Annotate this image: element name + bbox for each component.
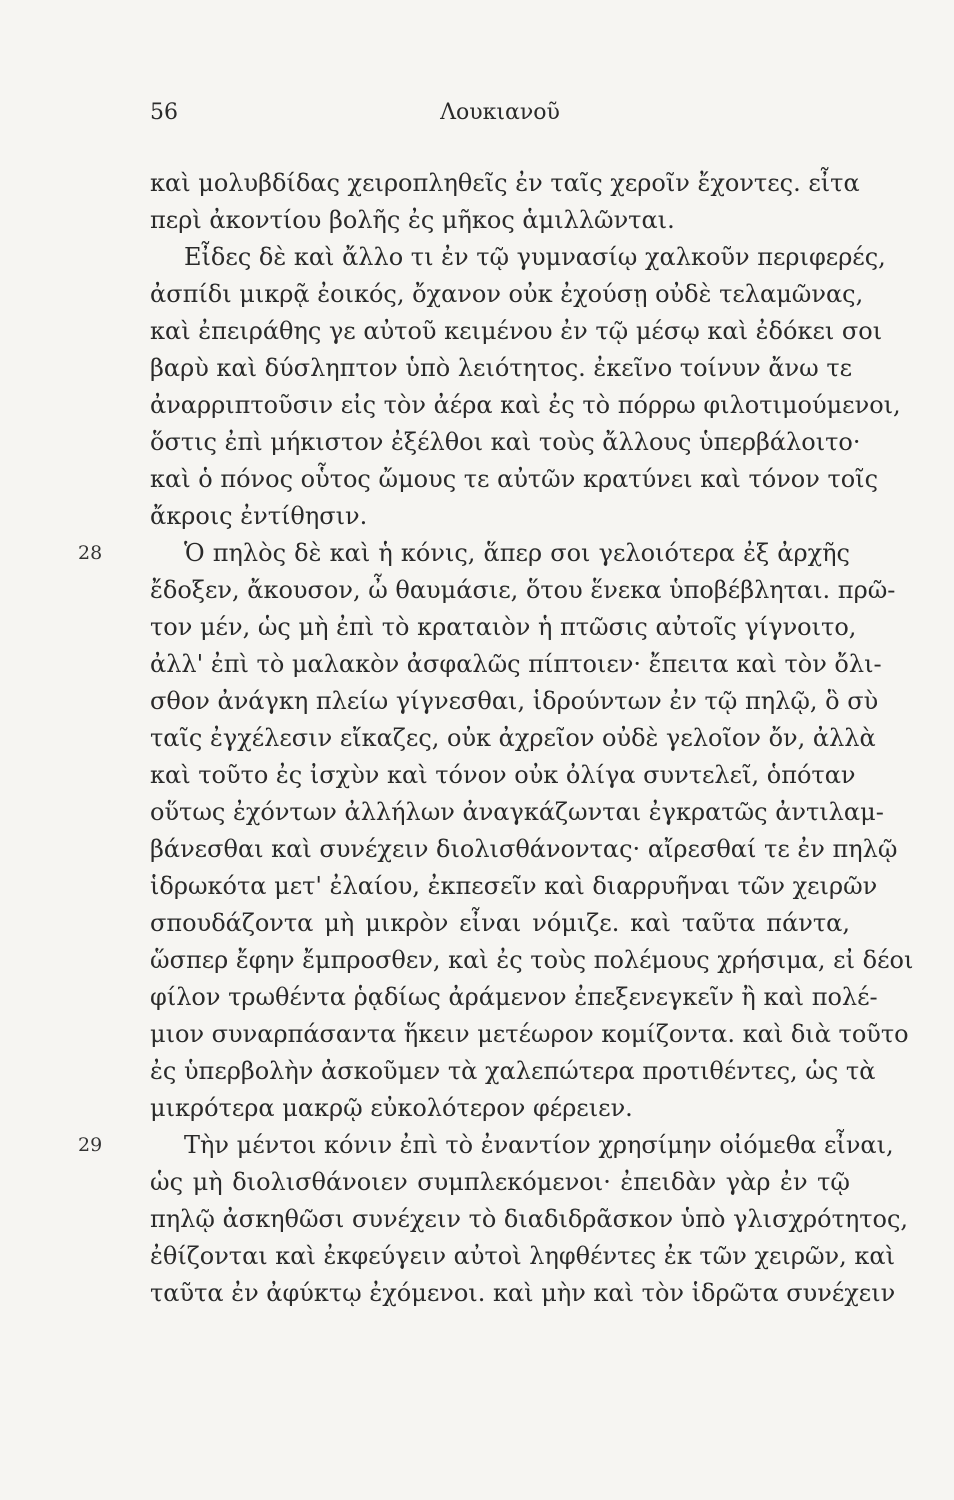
line-text: φίλον τρωθέντα ῥᾳδίως ἀράμενον ἐπεξενεγκεῖν ἢ καὶ πολέ- xyxy=(150,983,878,1011)
text-line xyxy=(150,942,914,979)
text-line xyxy=(150,868,878,905)
line-text: ὡς μὴ διολισθάνοιεν συμπλεκόμενοι· ἐπειδὰν γὰρ ἐν τῷ xyxy=(150,1168,850,1196)
page-header xyxy=(150,100,850,140)
text-line xyxy=(150,424,861,461)
line-text: ἄκροις ἐντίθησιν. xyxy=(150,502,368,530)
text-line xyxy=(150,1016,909,1053)
line-text: Τὴν μέντοι κόνιν ἐπὶ τὸ ἐναντίον χρησίμην οἰόμεθα εἶναι, xyxy=(184,1131,894,1159)
line-text: καὶ τοῦτο ἐς ἰσχὺν καὶ τόνον οὐκ ὀλίγα συντελεῖ, ὁπόταν xyxy=(150,761,856,789)
text-line xyxy=(78,1127,894,1164)
line-text: καὶ μολυβδίδας χειροπληθεῖς ἐν ταῖς χεροῖν ἔχοντες. εἶτα xyxy=(150,169,860,197)
line-text: ἀναρριπτοῦσιν εἰς τὸν ἀέρα καὶ ἐς τὸ πόρρω φιλοτιμούμενοι, xyxy=(150,391,901,419)
running-title: Λουκιανοῦ xyxy=(440,100,560,125)
line-text: βάνεσθαι καὶ συνέχειν διολισθάνοντας· αἴρεσθαί τε ἐν πηλῷ xyxy=(150,835,898,863)
text-line xyxy=(150,831,898,868)
line-text: τον μέν, ὡς μὴ ἐπὶ τὸ κραταιὸν ἡ πτῶσις αὐτοῖς γίγνοιτο, xyxy=(150,613,857,641)
text-line xyxy=(150,239,886,276)
line-text: ταῖς ἐγχέλεσιν εἴκαζες, οὐκ ἀχρεῖον οὐδὲ γελοῖον ὄν, ἀλλὰ xyxy=(150,724,876,752)
text-line xyxy=(150,979,878,1016)
line-text: ὥσπερ ἔφην ἔμπροσθεν, καὶ ἐς τοὺς πολέμους χρήσιμα, εἰ δέοι xyxy=(150,946,914,974)
line-text: σπουδάζοντα μὴ μικρὸν εἶναι νόμιζε. καὶ ταῦτα πάντα, xyxy=(150,909,850,937)
text-line xyxy=(150,387,901,424)
line-text: ὅστις ἐπὶ μήκιστον ἐξέλθοι καὶ τοὺς ἄλλους ὑπερβάλοιτο· xyxy=(150,428,861,456)
line-text: Ὁ πηλὸς δὲ καὶ ἡ κόνις, ἅπερ σοι γελοιότερα ἐξ ἀρχῆς xyxy=(184,539,850,567)
text-line xyxy=(150,794,884,831)
line-text: ταῦτα ἐν ἀφύκτῳ ἐχόμενοι. καὶ μὴν καὶ τὸν ἱδρῶτα συνέχειν xyxy=(150,1279,896,1307)
text-line xyxy=(150,683,879,720)
line-text: ἐς ὑπερβολὴν ἀσκοῦμεν τὰ χαλεπώτερα προτιθέντες, ὡς τὰ xyxy=(150,1057,876,1085)
text-line xyxy=(150,165,860,202)
line-text: οὕτως ἐχόντων ἀλλήλων ἀναγκάζωνται ἐγκρατῶς ἀντιλαμ- xyxy=(150,798,884,826)
line-text: σθον ἀνάγκη πλείω γίγνεσθαι, ἱδρούντων ἐν τῷ πηλῷ, ὃ σὺ xyxy=(150,687,879,715)
line-text: ἔδοξεν, ἄκουσον, ὦ θαυμάσιε, ὅτου ἕνεκα ὑποβέβληται. πρῶ- xyxy=(150,576,896,604)
line-text: ἱδρωκότα μετ' ἐλαίου, ἐκπεσεῖν καὶ διαρρυῆναι τῶν χειρῶν xyxy=(150,872,878,900)
text-line xyxy=(78,535,850,572)
text-line xyxy=(150,757,856,794)
section-number: 28 xyxy=(78,542,103,564)
text-line xyxy=(150,609,857,646)
line-text: μικρότερα μακρῷ εὐκολότερον φέρειεν. xyxy=(150,1094,633,1122)
text-line xyxy=(150,572,896,609)
line-text: πηλῷ ἀσκηθῶσι συνέχειν τὸ διαδιδρᾶσκον ὑπὸ γλισχρότητος, xyxy=(150,1205,909,1233)
text-line xyxy=(150,646,882,683)
line-text: βαρὺ καὶ δύσληπτον ὑπὸ λειότητος. ἐκεῖνο τοίνυν ἄνω τε xyxy=(150,354,853,382)
section-number: 29 xyxy=(78,1134,103,1156)
text-line xyxy=(150,905,850,942)
line-text: καὶ ὁ πόνος οὗτος ὤμους τε αὐτῶν κρατύνει καὶ τόνον τοῖς xyxy=(150,465,879,493)
text-line xyxy=(150,498,850,535)
line-text: καὶ ἐπειράθης γε αὐτοῦ κειμένου ἐν τῷ μέσῳ καὶ ἐδόκει σοι xyxy=(150,317,883,345)
text-line xyxy=(150,1238,895,1275)
text-line xyxy=(150,350,853,387)
line-text: μιον συναρπάσαντα ἥκειν μετέωρον κομίζοντα. καὶ διὰ τοῦτο xyxy=(150,1020,909,1048)
line-text: ἀσπίδι μικρᾷ ἐοικός, ὄχανον οὐκ ἐχούσῃ οὐδὲ τελαμῶνας, xyxy=(150,280,864,308)
page-number: 56 xyxy=(150,100,178,125)
text-line xyxy=(150,1201,909,1238)
line-text: περὶ ἀκοντίου βολῆς ἐς μῆκος ἁμιλλῶνται. xyxy=(150,206,675,234)
text-line xyxy=(150,1053,876,1090)
line-text: ἐθίζονται καὶ ἐκφεύγειν αὐτοὶ ληφθέντες ἐκ τῶν χειρῶν, καὶ xyxy=(150,1242,895,1270)
line-text: ἀλλ' ἐπὶ τὸ μαλακὸν ἀσφαλῶς πίπτοιεν· ἔπειτα καὶ τὸν ὄλι- xyxy=(150,650,882,678)
text-line xyxy=(150,1090,850,1127)
text-line xyxy=(150,1164,850,1201)
text-line xyxy=(150,313,883,350)
text-line xyxy=(150,276,864,313)
body-text xyxy=(78,165,914,1312)
text-line xyxy=(150,202,850,239)
line-text: Εἶδες δὲ καὶ ἄλλο τι ἐν τῷ γυμνασίῳ χαλκοῦν περιφερές, xyxy=(184,243,886,271)
text-line xyxy=(150,1275,896,1312)
text-line xyxy=(150,720,876,757)
text-line xyxy=(150,461,879,498)
